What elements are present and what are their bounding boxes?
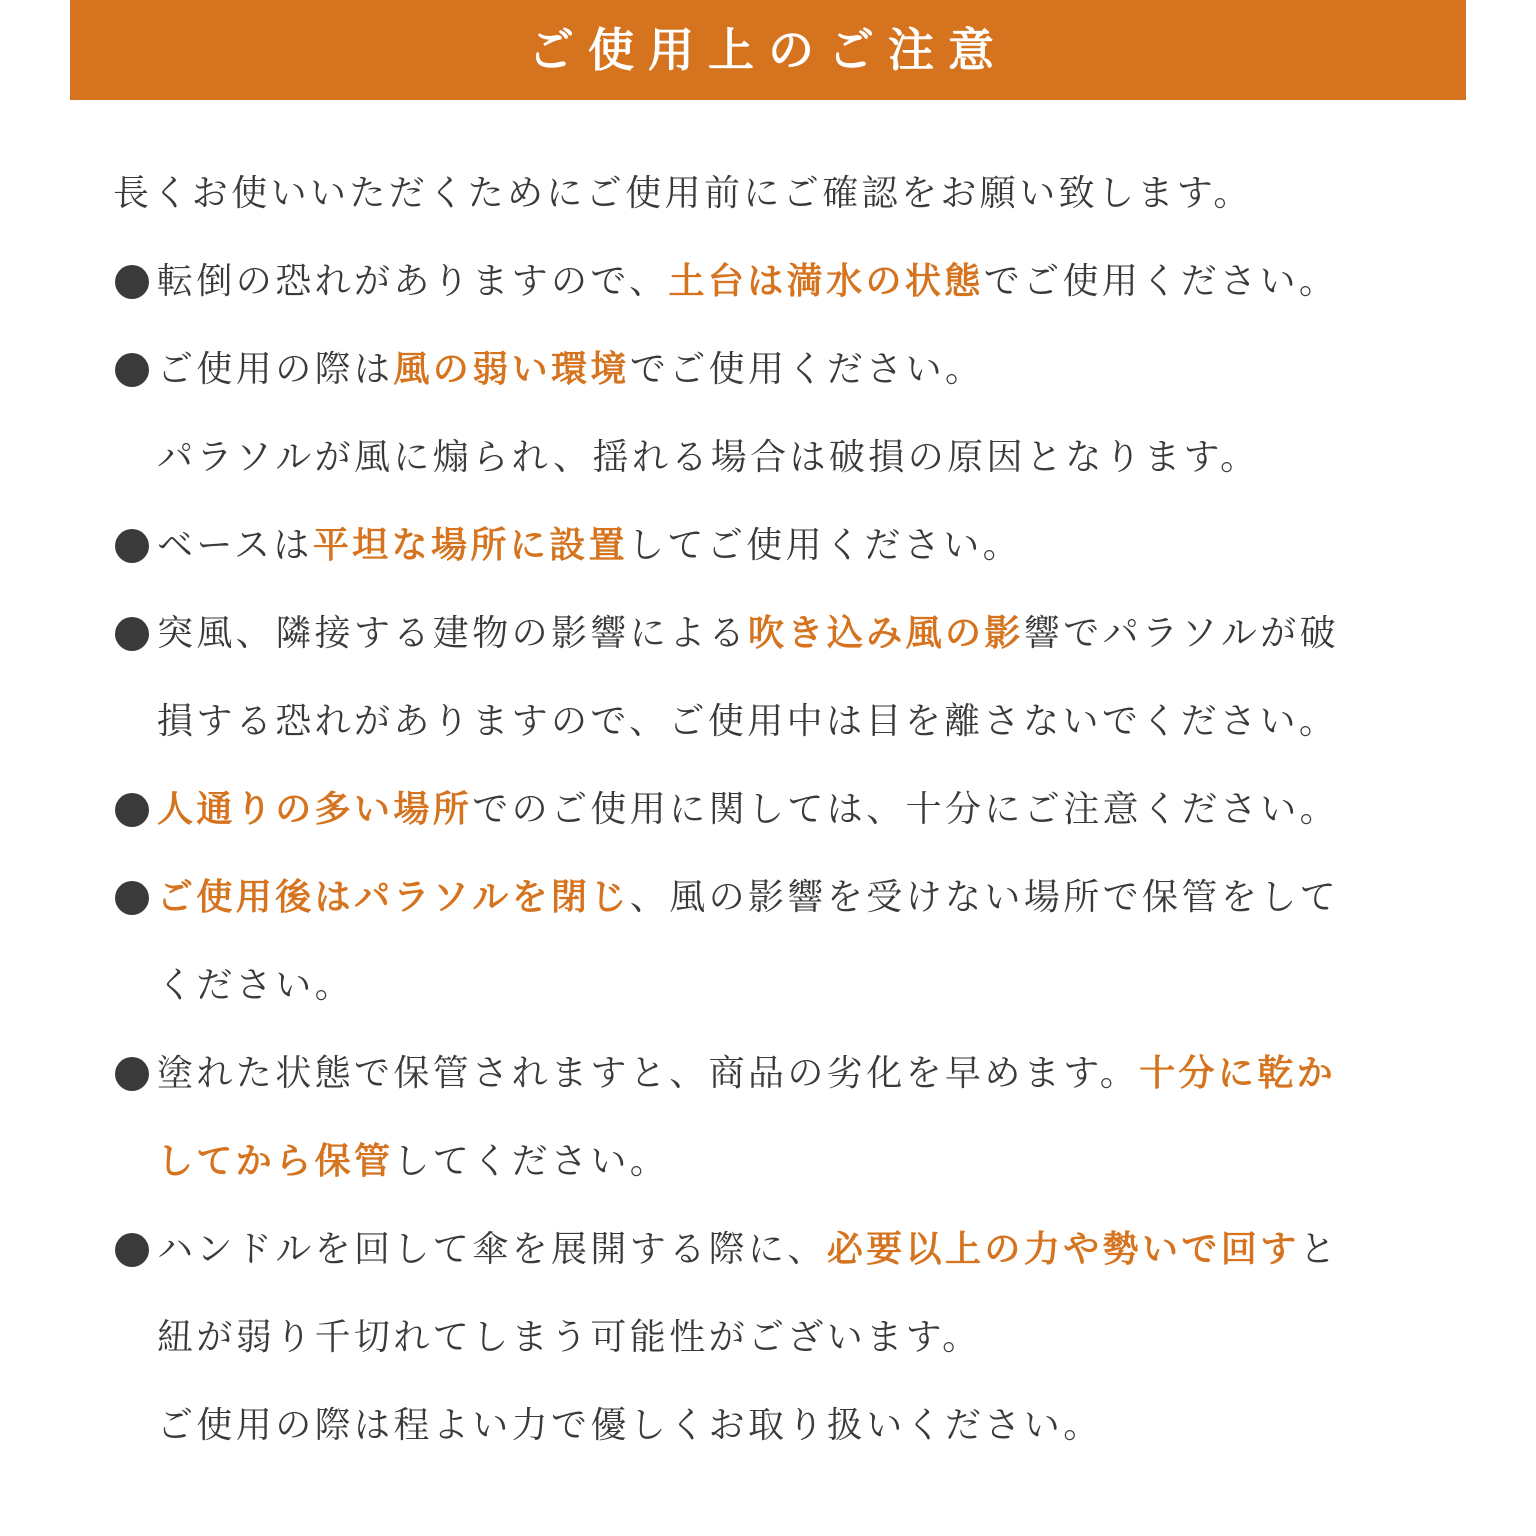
- plain-text: でのご使用に関しては、十分にご注意ください。: [472, 789, 1340, 830]
- notice-text: [157, 854, 1339, 942]
- bullet-icon: [115, 793, 149, 827]
- plain-text: ご使用の際は: [157, 349, 394, 390]
- notice-line: [113, 766, 1453, 854]
- notice-text: [157, 1118, 669, 1206]
- plain-text: 響でパラソルが破: [1023, 613, 1340, 654]
- plain-text: パラソルが風に煽られ、揺れる場合は破損の原因となります。: [157, 437, 1260, 478]
- highlight-text: 平坦な場所に設置: [312, 525, 629, 566]
- bullet-icon: [115, 617, 149, 651]
- plain-text: でご使用ください。: [629, 349, 985, 390]
- plain-text: と: [1299, 1229, 1340, 1270]
- notice-line: [113, 326, 1453, 414]
- plain-text: 、風の影響を受けない場所で保管をして: [629, 877, 1340, 918]
- notice-content: [113, 150, 1453, 1470]
- bullet-icon: [115, 1057, 149, 1091]
- notice-item: [113, 238, 1453, 326]
- highlight-text: ご使用後はパラソルを閉じ: [157, 877, 630, 918]
- highlight-text: 土台は満水の状態: [668, 261, 984, 302]
- notice-text: [157, 326, 984, 414]
- plain-text: 塗れた状態で保管されますと、商品の劣化を早めます。: [157, 1053, 1140, 1094]
- notice-text: [157, 238, 1338, 326]
- bullet-icon: [115, 529, 149, 563]
- notice-text: [157, 1294, 982, 1382]
- notice-text: [157, 1206, 1339, 1294]
- highlight-text: 人通りの多い場所: [157, 789, 473, 830]
- notice-text: [157, 766, 1339, 854]
- notice-line: [113, 1382, 1453, 1470]
- bullet-icon: [115, 265, 149, 299]
- notice-text: [157, 414, 1259, 502]
- plain-text: 転倒の恐れがありますので、: [157, 261, 669, 302]
- notice-text: [157, 942, 354, 1030]
- plain-text: 紐が弱り千切れてしまう可能性がございます。: [157, 1317, 982, 1358]
- notice-item: [113, 766, 1453, 854]
- page-title: ご使用上のご注意: [528, 23, 1008, 77]
- notice-line: [113, 1294, 1453, 1382]
- notice-line: [113, 1118, 1453, 1206]
- notice-text: [157, 1030, 1336, 1118]
- bullet-icon: [115, 1233, 149, 1267]
- notice-item: [113, 1030, 1453, 1206]
- notice-line: [113, 238, 1453, 326]
- notice-item: [113, 854, 1453, 1030]
- notice-line: [113, 414, 1453, 502]
- notice-item: [113, 590, 1453, 766]
- plain-text: ハンドルを回して傘を展開する際に、: [157, 1229, 827, 1270]
- intro-text: 長くお使いいただくためにご使用前にご確認をお願い致します。: [113, 173, 1253, 214]
- notice-text: [157, 678, 1338, 766]
- notice-line: [113, 590, 1453, 678]
- bullet-icon: [115, 881, 149, 915]
- plain-text: でご使用ください。: [983, 261, 1339, 302]
- notice-line: [113, 678, 1453, 766]
- header-banner: [70, 0, 1466, 100]
- highlight-text: 吹き込み風の影: [748, 613, 1024, 654]
- notice-item: [113, 502, 1453, 590]
- plain-text: ベースは: [157, 525, 313, 566]
- highlight-text: 十分に乾か: [1139, 1053, 1337, 1094]
- highlight-text: 必要以上の力や勢いで回す: [826, 1229, 1300, 1270]
- notice-line: [113, 1030, 1453, 1118]
- notice-text: [157, 1382, 1103, 1470]
- highlight-text: してから保管: [157, 1141, 394, 1182]
- plain-text: してご使用ください。: [628, 525, 1023, 566]
- notice-text: [157, 590, 1339, 678]
- notice-item: [113, 326, 1453, 502]
- plain-text: 突風、隣接する建物の影響による: [157, 613, 749, 654]
- notice-line: [113, 502, 1453, 590]
- plain-text: ご使用の際は程よい力で優しくお取り扱いください。: [157, 1405, 1103, 1446]
- plain-text: ください。: [157, 965, 355, 1006]
- notice-line: [113, 854, 1453, 942]
- bullet-icon: [115, 353, 149, 387]
- plain-text: 損する恐れがありますので、ご使用中は目を離さないでください。: [157, 701, 1339, 742]
- notice-text: [157, 502, 1022, 590]
- notice-line: [113, 1206, 1453, 1294]
- notice-item: [113, 1206, 1453, 1470]
- plain-text: してください。: [393, 1141, 670, 1182]
- highlight-text: 風の弱い環境: [393, 349, 630, 390]
- notice-list: [113, 238, 1453, 1470]
- notice-line: [113, 942, 1453, 1030]
